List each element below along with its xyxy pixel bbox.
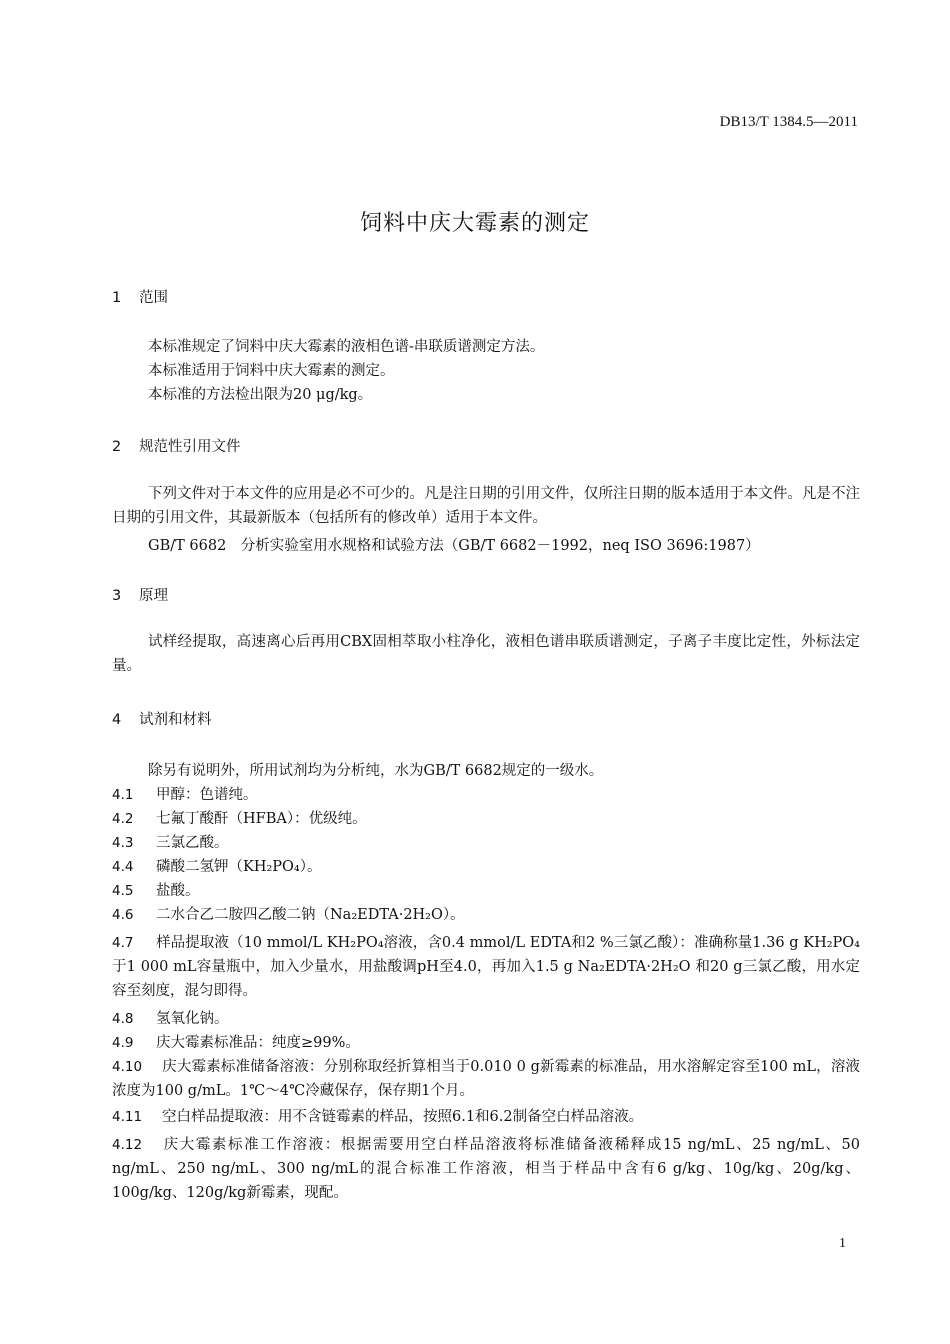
- reagents-intro: 除另有说明外，所用试剂均为分析纯，水为GB/T 6682规定的一级水。: [148, 763, 604, 779]
- reagent-item-number: 4.12: [112, 1137, 143, 1153]
- document-title: 饲料中庆大霉素的测定: [359, 211, 590, 236]
- reagent-item-number: 4.10: [112, 1059, 143, 1075]
- reagent-item-number: 4.5: [112, 883, 134, 899]
- reagent-item-number: 4.4: [112, 859, 134, 875]
- reagent-item-text: 样品提取液（10 mmol/L KH₂PO₄溶液，含0.4 mmol/L EDTA和2 %三氯乙酸）：准确称量1.36 g KH₂PO₄于1 000 mL容量瓶中，加入少量水，用盐酸调pH至4.0，再加入1.5 g Na₂EDTA·2H₂O 和20 g三氯乙酸，用水定容至刻度，混匀即得。: [112, 935, 860, 999]
- reagent-item-text: 甲醇：色谱纯。: [156, 787, 258, 803]
- scope-line-3: 本标准的方法检出限为20 μg/kg。: [148, 387, 373, 403]
- section-heading-2: 2 规范性引用文件: [112, 439, 241, 455]
- reagent-item-text: 三氯乙酸。: [156, 835, 229, 851]
- reagent-item-text: 磷酸二氢钾（KH₂PO₄）。: [156, 859, 322, 875]
- reagent-item: [112, 931, 860, 1003]
- reagent-item-number: 4.3: [112, 835, 134, 851]
- scope-line-2: 本标准适用于饲料中庆大霉素的测定。: [148, 363, 395, 379]
- reagent-item-number: 4.6: [112, 907, 134, 923]
- reagent-item: [112, 807, 860, 831]
- reagent-item: [112, 1133, 860, 1205]
- standard-code: DB13/T 1384.5—2011: [719, 114, 858, 130]
- scope-line-1: 本标准规定了饲料中庆大霉素的液相色谱-串联质谱测定方法。: [148, 339, 545, 355]
- reagent-item-number: 4.11: [112, 1109, 143, 1125]
- section-heading-3: 3 原理: [112, 588, 168, 604]
- section-heading-4: 4 试剂和材料: [112, 712, 212, 728]
- reagent-item: [112, 1031, 860, 1055]
- reagent-item-text: 庆大霉素标准工作溶液：根据需要用空白样品溶液将标准储备液稀释成15 ng/mL、25 ng/mL、50 ng/mL、250 ng/mL、300 ng/mL的混合标准工作溶液，相当于样品中含有6 g/kg、10g/kg、20g/kg、100g/kg、120g/kg新霉素，现配。: [112, 1137, 860, 1201]
- reagent-item-number: 4.8: [112, 1011, 134, 1027]
- page-number: 1: [839, 1236, 846, 1251]
- reagent-item: [112, 879, 860, 903]
- reagent-item-text: 空白样品提取液：用不含链霉素的样品，按照6.1和6.2制备空白样品溶液。: [162, 1109, 644, 1125]
- reagent-item-number: 4.2: [112, 811, 134, 827]
- refs-gb: GB/T 6682 分析实验室用水规格和试验方法（GB/T 6682－1992，neq ISO 3696:1987）: [148, 538, 760, 554]
- principle-paragraph: 试样经提取，高速离心后再用CBX固相萃取小柱净化，液相色谱串联质谱测定，子离子丰度比定性，外标法定量。: [112, 634, 860, 674]
- reagent-item-text: 庆大霉素标准品：纯度≥99%。: [156, 1035, 360, 1051]
- reagent-item-number: 4.9: [112, 1035, 134, 1051]
- reagent-item: [112, 1055, 860, 1103]
- reagent-item: [112, 783, 860, 807]
- reagent-item: [112, 855, 860, 879]
- reagent-item-text: 盐酸。: [156, 883, 200, 899]
- reagent-item: [112, 903, 860, 927]
- reagent-item: [112, 1007, 860, 1031]
- reagent-item-text: 二水合乙二胺四乙酸二钠（Na₂EDTA·2H₂O）。: [156, 907, 465, 923]
- refs-paragraph: 下列文件对于本文件的应用是必不可少的。凡是注日期的引用文件，仅所注日期的版本适用于本文件。凡是不注日期的引用文件，其最新版本（包括所有的修改单）适用于本文件。: [112, 486, 860, 526]
- reagent-item: [112, 1105, 860, 1129]
- reagent-item-text: 七氟丁酸酐（HFBA）：优级纯。: [156, 811, 367, 827]
- reagent-item-number: 4.1: [112, 787, 134, 803]
- reagent-item-text: 氢氧化钠。: [156, 1011, 229, 1027]
- reagent-item-number: 4.7: [112, 935, 134, 951]
- reagent-item: [112, 831, 860, 855]
- section-heading-1: 1 范围: [112, 290, 168, 306]
- reagent-item-text: 庆大霉素标准储备溶液：分别称取经折算相当于0.010 0 g新霉素的标准品，用水溶解定容至100 mL，溶液浓度为100 g/mL。1℃～4℃冷藏保存，保存期1个月。: [112, 1059, 860, 1099]
